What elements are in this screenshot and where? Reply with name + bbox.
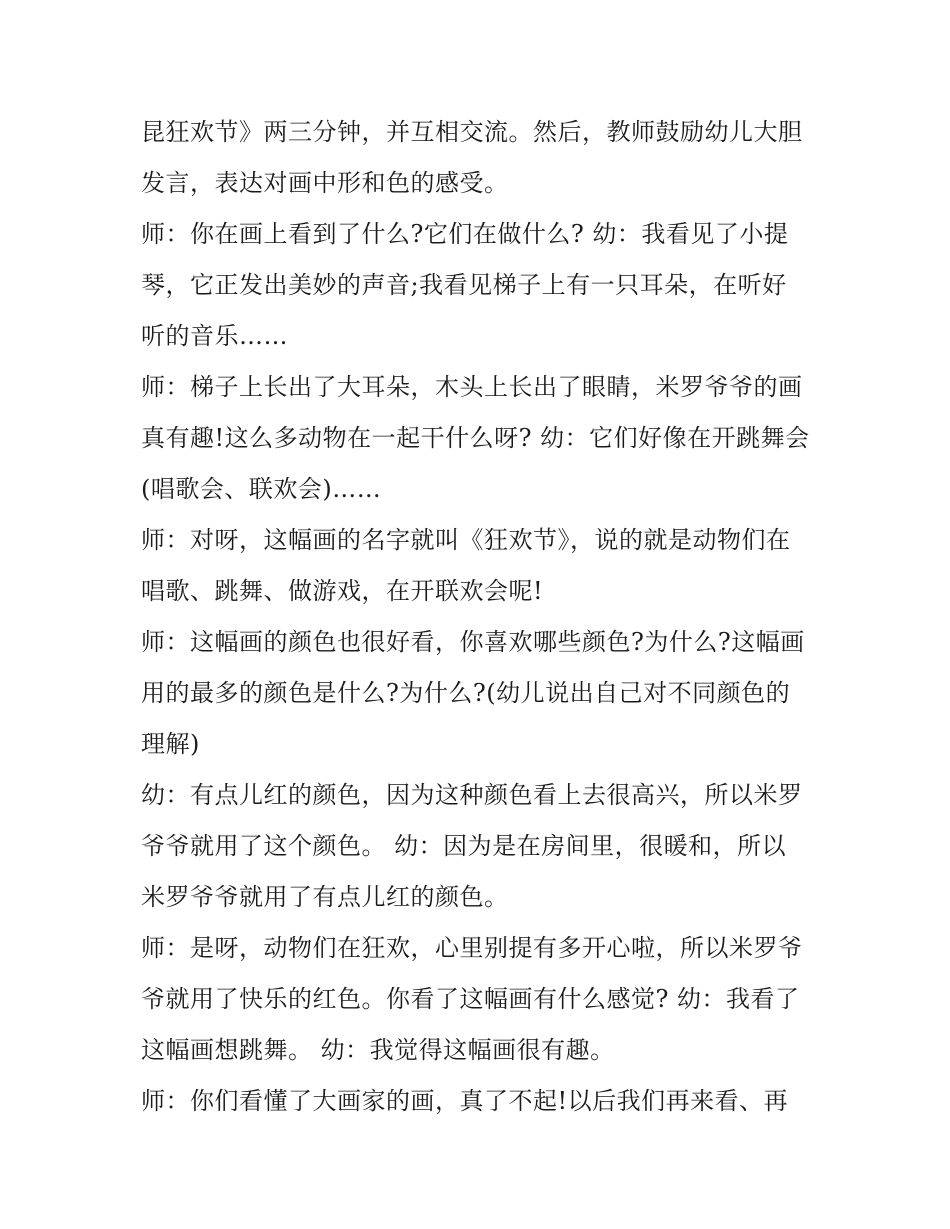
text-line-4: 琴，它正发出美妙的声音;我看见梯子上有一只耳朵，在听好 [141,271,787,299]
text-line-12: 用的最多的颜色是什么?为什么?(幼儿说出自己对不同颜色的 [141,679,791,707]
text-line-10: 唱歌、跳舞、做游戏，在开联欢会呢! [141,577,544,605]
text-line-15: 爷爷就用了这个颜色。 幼：因为是在房间里，很暖和，所以 [141,832,787,860]
text-line-18: 爷就用了快乐的红色。你看了这幅画有什么感觉? 幼：我看了 [141,985,800,1013]
text-line-2: 发言，表达对画中形和色的感受。 [141,169,509,197]
text-line-8: (唱歌会、联欢会)…… [141,475,382,503]
text-line-16: 米罗爷爷就用了有点儿红的颜色。 [141,883,509,911]
text-line-14: 幼：有点儿红的颜色，因为这种颜色看上去很高兴，所以米罗 [141,781,803,809]
text-line-19: 这幅画想跳舞。 幼：我觉得这幅画很有趣。 [141,1036,615,1064]
text-line-3: 师：你在画上看到了什么?它们在做什么? 幼：我看见了小提 [141,220,789,248]
text-line-6: 师：梯子上长出了大耳朵，木头上长出了眼睛，米罗爷爷的画 [141,373,803,401]
text-line-20: 师：你们看懂了大画家的画，真了不起!以后我们再来看、再 [141,1087,789,1115]
text-line-17: 师：是呀，动物们在狂欢，心里别提有多开心啦，所以米罗爷 [141,934,803,962]
text-line-11: 师：这幅画的颜色也很好看，你喜欢哪些颜色?为什么?这幅画 [141,628,805,656]
text-line-9: 师：对呀，这幅画的名字就叫《狂欢节》，说的就是动物们在 [141,526,791,554]
document-body [141,107,821,1127]
text-line-7: 真有趣!这么多动物在一起干什么呀? 幼：它们好像在开跳舞会 [141,424,810,452]
text-line-5: 听的音乐…… [141,322,288,350]
text-line-13: 理解) [141,730,200,758]
text-line-1: 昆狂欢节》两三分钟，并互相交流。然后，教师鼓励幼儿大胆 [141,118,803,146]
